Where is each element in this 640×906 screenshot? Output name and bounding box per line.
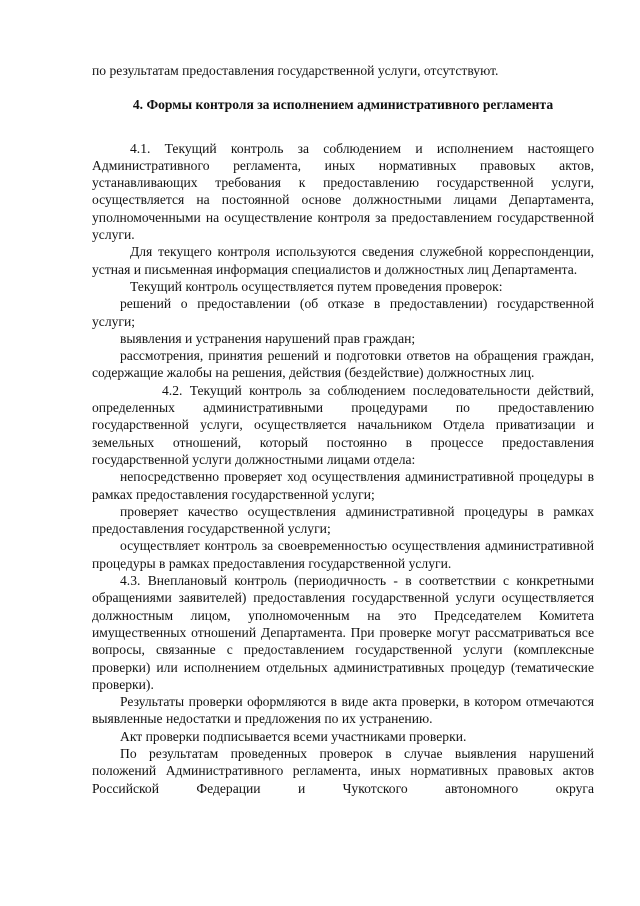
paragraph-checks-intro: Текущий контроль осуществляется путем проведения проверок: (130, 278, 503, 294)
paragraph-violations-outcome: По результатам проведенных проверок в случае выявления нарушений положений Административного регламента, иных нормативных правовых актов Российской Федерации и Чукотского автономного округа (92, 745, 594, 796)
list-item-violations: выявления и устранения нарушений прав граждан; (120, 330, 416, 346)
list-item-decisions: решений о предоставлении (об отказе в предоставлении) государственной услуги; (92, 296, 594, 329)
paragraph-sources: Для текущего контроля используются сведения служебной корреспонденции, устная и письменная информация специалистов и должностных лиц Департамента. (92, 244, 594, 277)
list-item-appeals: рассмотрения, принятия решений и подготовки ответов на обращения граждан, содержащие жалобы на решения, действия (бездействие) должностных лиц. (92, 348, 594, 381)
paragraph-4-2: 4.2. Текущий контроль за соблюдением последовательности действий, определенных административными процедурами по предоставлению государственной услуги, осуществляется начальником Отдела приватизации и земельных отношений, который постоянно в процессе предоставления государственной услуги должностными лицами отдела: (92, 382, 594, 467)
paragraph-results: Результаты проверки оформляются в виде акта проверки, в котором отмечаются выявленные недостатки и предложения по их устранению. (92, 694, 594, 727)
list-item-checks-quality: проверяет качество осуществления административной процедуры в рамках предоставления государственной услуги; (92, 503, 594, 537)
list-item-checks-progress: непосредственно проверяет ход осуществления административной процедуры в рамках предоставления государственной услуги; (92, 469, 594, 502)
document-page (92, 62, 594, 797)
paragraph-continuation: по результатам предоставления государственной услуги, отсутствуют. (92, 63, 499, 78)
paragraph-4-3: 4.3. Внеплановый контроль (периодичность - в соответствии с конкретными обращениями заявителей) предоставления государственной услуги осуществляется должностным лицом, уполномоченным на это Председателем Комитета имущественных отношений Департамента. При проверке могут рассматриваться все вопросы, связанные с предоставлением государственной услуги (комплексные проверки) или исполнением отдельных административных процедур (тематические проверки). (92, 573, 594, 692)
paragraph-act-signed: Акт проверки подписывается всеми участниками проверки. (120, 728, 467, 744)
section-heading: 4. Формы контроля за исполнением административного регламента (132, 97, 554, 113)
list-item-timeliness: осуществляет контроль за своевременностью осуществления административной процедуры в рамках предоставления государственной услуги. (92, 538, 594, 571)
paragraph-4-1: 4.1. Текущий контроль за соблюдением и исполнением настоящего Административного регламента, иных нормативных правовых актов, устанавливающих требования к предоставлению государственной услуги, осуществляется на постоянной основе должностными лицами Департамента, уполномоченными на осуществление контроля за предоставлением государственной услуги. (92, 140, 594, 243)
